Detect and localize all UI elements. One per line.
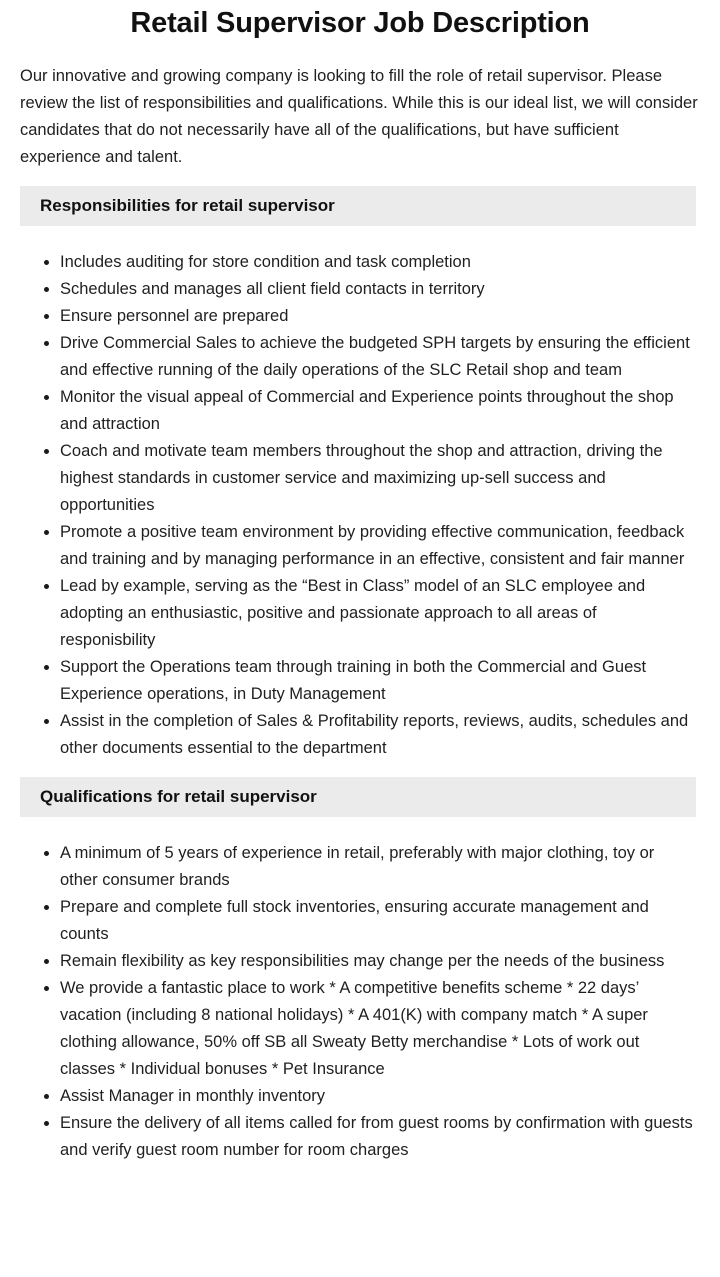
list-item: Assist in the completion of Sales & Profitability reports, reviews, audits, schedules and other documents essential to the department — [60, 708, 696, 762]
list-item: We provide a fantastic place to work * A competitive benefits scheme * 22 days’ vacation (including 8 national holidays) * A 401(K) with company match * A super clothing allowance, 50% off SB all Sweaty Betty merchandise * Lots of work out classes * Individual bonuses * Pet Insurance — [60, 975, 696, 1083]
list-item: A minimum of 5 years of experience in retail, preferably with major clothing, toy or other consumer brands — [60, 840, 696, 894]
list-item: Remain flexibility as key responsibilities may change per the needs of the business — [60, 948, 696, 975]
list-item: Support the Operations team through training in both the Commercial and Guest Experience operations, in Duty Management — [60, 654, 696, 708]
list-item: Ensure the delivery of all items called for from guest rooms by confirmation with guests and verify guest room number for room charges — [60, 1110, 696, 1164]
list-item: Ensure personnel are prepared — [60, 303, 696, 330]
responsibilities-section — [0, 186, 720, 762]
list-item: Monitor the visual appeal of Commercial and Experience points throughout the shop and attraction — [60, 384, 696, 438]
list-item: Drive Commercial Sales to achieve the budgeted SPH targets by ensuring the efficient and effective running of the daily operations of the SLC Retail shop and team — [60, 330, 696, 384]
list-item: Lead by example, serving as the “Best in Class” model of an SLC employee and adopting an enthusiastic, positive and passionate approach to all areas of responisbility — [60, 573, 696, 654]
job-description-document — [0, 5, 720, 1164]
qualifications-list — [0, 840, 696, 1164]
list-item: Schedules and manages all client field contacts in territory — [60, 276, 696, 303]
responsibilities-list — [0, 249, 696, 762]
list-item: Assist Manager in monthly inventory — [60, 1083, 696, 1110]
qualifications-heading: Qualifications for retail supervisor — [40, 787, 317, 806]
list-item: Includes auditing for store condition and task completion — [60, 249, 696, 276]
qualifications-section — [0, 777, 720, 1164]
list-item: Coach and motivate team members throughout the shop and attraction, driving the highest standards in customer service and maximizing up-sell success and opportunities — [60, 438, 696, 519]
page-title: Retail Supervisor Job Description — [130, 7, 590, 39]
responsibilities-heading: Responsibilities for retail supervisor — [40, 196, 335, 215]
intro-paragraph: Our innovative and growing company is looking to fill the role of retail supervisor. Please review the list of responsibilities and qualifications. While this is our ideal list, we will consider candidates that do not necessarily have all of the qualifications, but have sufficient experience and talent. — [20, 67, 698, 166]
section-header-responsibilities — [20, 186, 696, 226]
list-item: Prepare and complete full stock inventories, ensuring accurate management and counts — [60, 894, 696, 948]
list-item: Promote a positive team environment by providing effective communication, feedback and training and by managing performance in an effective, consistent and fair manner — [60, 519, 696, 573]
section-header-qualifications — [20, 777, 696, 817]
